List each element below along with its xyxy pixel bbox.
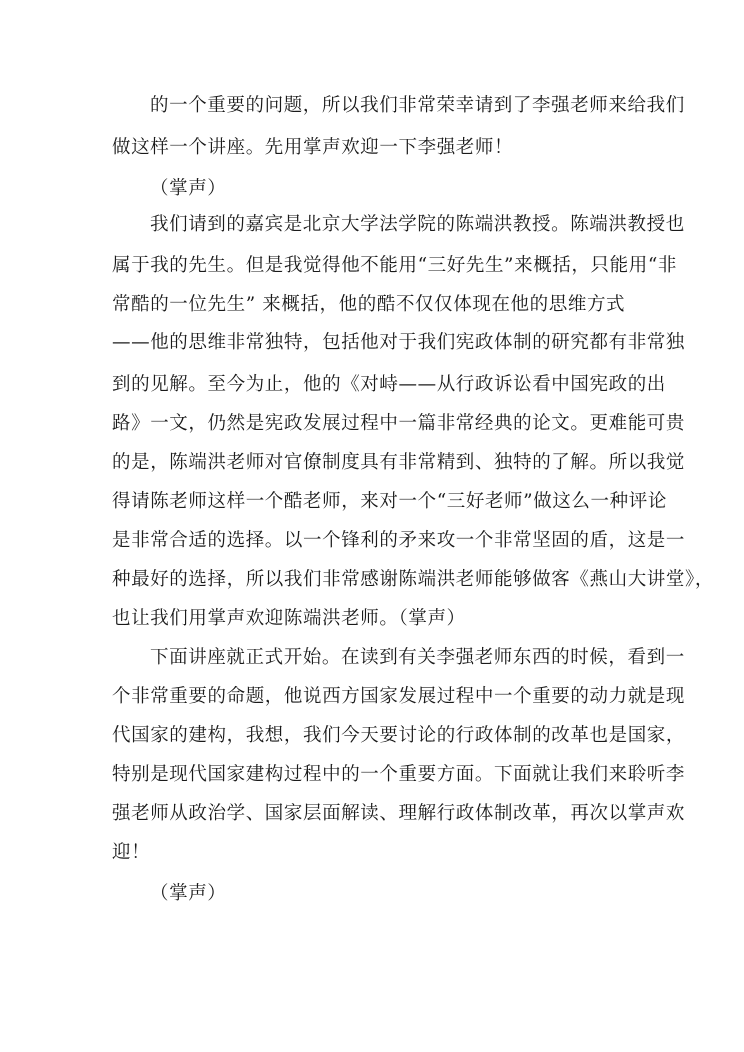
text-line: 路》一文，仍然是宪政发展过程中一篇非常经典的论文。更难能可贵	[112, 413, 686, 434]
text-line: 做这样一个讲座。先用掌声欢迎一下李强老师！	[112, 137, 514, 158]
applause-note: （掌声）	[150, 178, 227, 199]
text-line: 种最好的选择，所以我们非常感谢陈端洪老师能够做客《燕山大讲堂》，	[112, 569, 714, 590]
text-line: 特别是现代国家建构过程中的一个重要方面。下面就让我们来聆听李	[112, 764, 686, 785]
text-line: 也让我们用掌声欢迎陈端洪老师。（掌声）	[112, 608, 466, 629]
text-line: 个非常重要的命题，他说西方国家发展过程中一个重要的动力就是现	[112, 686, 686, 707]
text-line: 的一个重要的问题，所以我们非常荣幸请到了李强老师来给我们	[150, 95, 685, 116]
text-line: 常酷的一位先生” 来概括，他的酷不仅仅体现在他的思维方式	[112, 294, 626, 315]
text-line: 强老师从政治学、国家层面解读、理解行政体制改革，再次以掌声欢	[112, 803, 686, 824]
text-line: ——他的思维非常独特，包括他对于我们宪政体制的研究都有非常独	[112, 332, 686, 353]
text-line: 到的见解。至今为止，他的《对峙——从行政诉讼看中国宪政的出	[112, 374, 666, 395]
text-line: 下面讲座就正式开始。在读到有关李强老师东西的时候，看到一	[150, 647, 685, 668]
text-line: 得请陈老师这样一个酷老师，来对一个“三好老师”做这么一种评论	[112, 491, 667, 512]
text-line: 是非常合适的选择。以一个锋利的矛来攻一个非常坚固的盾，这是一	[112, 530, 686, 551]
text-line: 我们请到的嘉宾是北京大学法学院的陈端洪教授。陈端洪教授也	[150, 214, 685, 235]
text-line: 的是，陈端洪老师对官僚制度具有非常精到、独特的了解。所以我觉	[112, 452, 686, 473]
text-line: 代国家的建构，我想，我们今天要讨论的行政体制的改革也是国家，	[112, 725, 686, 746]
applause-note: （掌声）	[150, 883, 227, 904]
text-line: 迎！	[112, 842, 151, 863]
text-line: 属于我的先生。但是我觉得他不能用“三好先生”来概括，只能用“非	[112, 255, 677, 276]
